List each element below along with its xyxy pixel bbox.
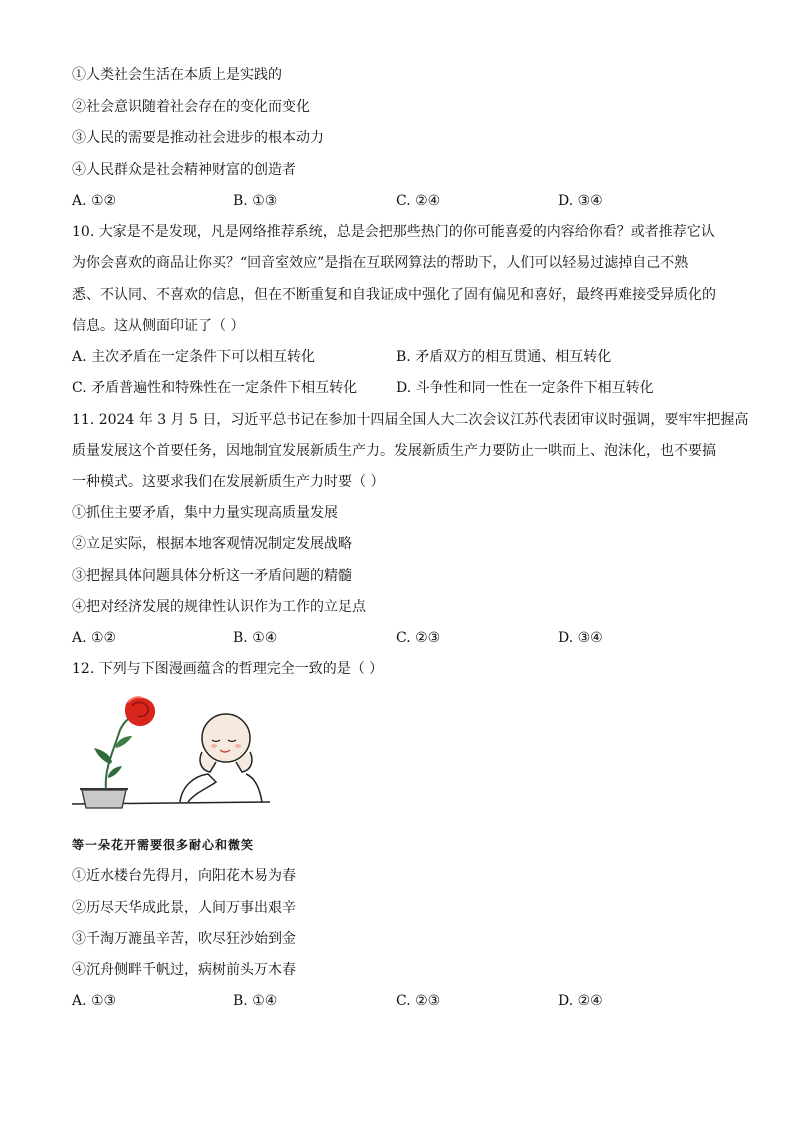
q12-item-3: ③千淘万漉虽辛苦，吹尽狂沙始到金 [72, 931, 296, 947]
q10-option-a[interactable]: A. 主次矛盾在一定条件下可以相互转化 [72, 349, 316, 365]
q10-option-c[interactable]: C. 矛盾普遍性和特殊性在一定条件下相互转化 [72, 380, 358, 396]
cartoon-rose-and-smiling-man [70, 694, 274, 812]
q11-stem-line-2: 质量发展这个首要任务，因地制宜发展新质生产力。发展新质生产力要防止一哄而上、泡沫化，也不要搞 [72, 443, 716, 459]
q11-item-2: ②立足实际，根据本地客观情况制定发展战略 [72, 536, 352, 552]
q11-option-a[interactable]: A. ①② [72, 630, 117, 646]
q12-item-2: ②历尽天华成此景，人间万事出艰辛 [72, 900, 296, 916]
q12-stem: 12. 下列与下图漫画蕴含的哲理完全一致的是（ ） [72, 661, 384, 677]
q10-stem-line-2: 为你会喜欢的商品让你买？“回音室效应”是指在互联网算法的帮助下，人们可以轻易过滤掉自己不熟 [72, 255, 689, 271]
q9-item-1: ①人类社会生活在本质上是实践的 [72, 67, 282, 83]
q11-item-1: ①抓住主要矛盾，集中力量实现高质量发展 [72, 505, 338, 521]
q11-item-3: ③把握具体问题具体分析这一矛盾问题的精髓 [72, 568, 352, 584]
q12-option-b[interactable]: B. ①④ [233, 993, 278, 1009]
q9-option-d[interactable]: D. ③④ [558, 193, 603, 209]
q9-option-a[interactable]: A. ①② [72, 193, 117, 209]
q9-item-3: ③人民的需要是推动社会进步的根本动力 [72, 130, 324, 146]
q12-option-d[interactable]: D. ②④ [558, 993, 603, 1009]
q9-item-2: ②社会意识随着社会存在的变化而变化 [72, 99, 310, 115]
q12-option-c[interactable]: C. ②③ [396, 993, 441, 1009]
q10-option-d[interactable]: D. 斗争性和同一性在一定条件下相互转化 [396, 380, 654, 396]
q11-item-4: ④把对经济发展的规律性认识作为工作的立足点 [72, 599, 366, 615]
q10-stem-line-1: 10. 大家是不是发现，凡是网络推荐系统，总是会把那些热门的你可能喜爱的内容给你看？或者推荐它认 [72, 224, 715, 240]
cartoon-caption: 等一朵花开需要很多耐心和微笑 [72, 838, 255, 852]
q9-option-b[interactable]: B. ①③ [233, 193, 278, 209]
q9-option-c[interactable]: C. ②④ [396, 193, 441, 209]
q12-item-1: ①近水楼台先得月，向阳花木易为春 [72, 868, 296, 884]
q10-stem-line-3: 悉、不认同、不喜欢的信息，但在不断重复和自我证成中强化了固有偏见和喜好，最终再难接受异质化的 [72, 287, 716, 303]
q11-option-c[interactable]: C. ②③ [396, 630, 441, 646]
q11-stem-line-3: 一种模式。这要求我们在发展新质生产力时要（ ） [72, 474, 385, 490]
q11-option-d[interactable]: D. ③④ [558, 630, 603, 646]
q10-option-b[interactable]: B. 矛盾双方的相互贯通、相互转化 [396, 349, 612, 365]
q12-item-4: ④沉舟侧畔千帆过，病树前头万木春 [72, 962, 296, 978]
q12-option-a[interactable]: A. ①③ [72, 993, 117, 1009]
q9-item-4: ④人民群众是社会精神财富的创造者 [72, 162, 296, 178]
q10-stem-line-4: 信息。这从侧面印证了（ ） [72, 318, 245, 334]
q11-stem-line-1: 11. 2024 年 3 月 5 日，习近平总书记在参加十四届全国人大二次会议江苏代表团审议时强调，要牢牢把握高 [72, 412, 749, 428]
q11-option-b[interactable]: B. ①④ [233, 630, 278, 646]
